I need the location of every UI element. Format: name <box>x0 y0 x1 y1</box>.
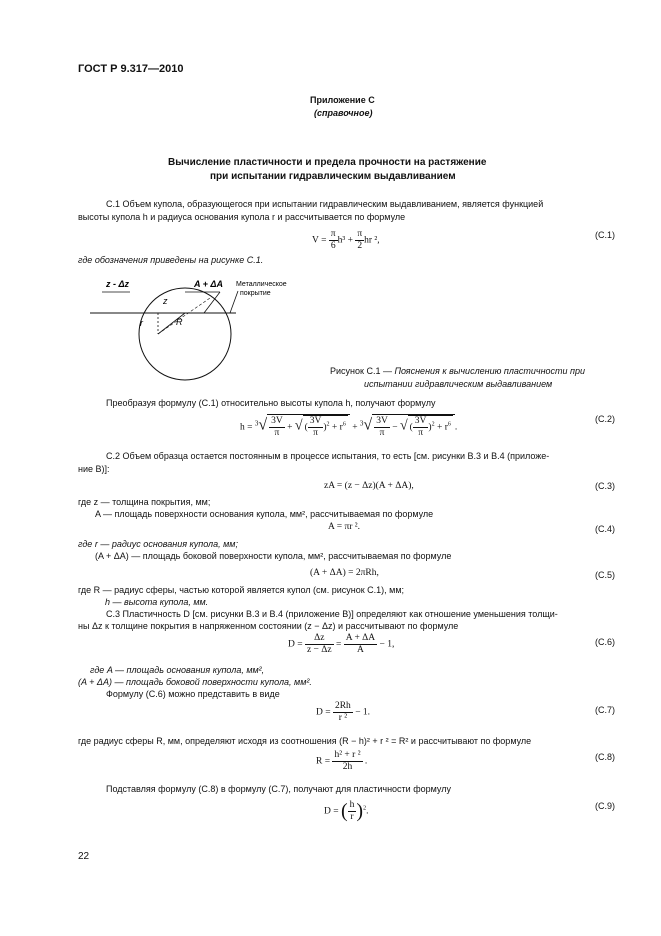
where-z: где z — толщина покрытия, мм; <box>78 497 211 507</box>
section-title-2: при испытании гидравлическим выдавливанием <box>210 171 456 182</box>
where-r: где r — радиус основания купола, мм; <box>78 539 238 549</box>
where-AdA2: (A + ΔA) — площадь боковой поверхности купола, мм². <box>78 677 312 687</box>
figure-reference: где обозначения приведены на рисунке С.1. <box>78 255 264 265</box>
equation-number-c8: (С.8) <box>595 752 615 762</box>
section-title-1: Вычисление пластичности и предела прочности на растяжение <box>168 157 487 168</box>
equation-number-c7: (С.7) <box>595 705 615 715</box>
paragraph-c3-line2: ны Δz к толщине покрытия в напряженном состоянии (z − Δz) и рассчитывают по формуле <box>78 621 459 631</box>
equation-number-c1: (С.1) <box>595 230 615 240</box>
equation-c1: V = $\frac{\pi}{6}$ h³ + $\frac{\pi}{2}$ hr ², <box>312 229 380 251</box>
equation-number-c4: (С.4) <box>595 524 615 534</box>
where-AdA: (A + ΔA) — площадь боковой поверхности купола, мм², рассчитываемая по формуле <box>95 551 452 561</box>
label-a-da: A + ΔA <box>194 279 223 289</box>
label-z: z <box>163 296 168 306</box>
where-h: h — высота купола, мм. <box>105 597 209 607</box>
appendix-note: (справочное) <box>314 108 373 118</box>
paragraph-c1-line1: С.1 Объем купола, образующегося при испытании гидравлическим выдавливанием, является функцией <box>106 199 544 209</box>
paragraph-transform: Преобразуя формулу (С.1) относительно высоты купола h, получают формулу <box>106 398 436 408</box>
figure-caption-line1: Рисунок С.1 — Пояснения к вычислению пластичности при <box>330 366 585 376</box>
where-R: где R — радиус сферы, частью которой является купол (см. рисунок С.1), мм; <box>78 585 405 595</box>
equation-number-c9: (С.9) <box>595 801 615 811</box>
paragraph-c1-line2: высоты купола h и радиуса основания купола r и рассчитывается по формуле <box>78 212 406 222</box>
figure-caption-line2: испытании гидравлическим выдавливанием <box>364 379 553 389</box>
where-A: A — площадь поверхности основания купола, мм², рассчитываемая по формуле <box>95 509 434 519</box>
equation-c9: D = ( $\frac{h}{r}$ )$^2$. <box>324 800 369 822</box>
equation-c7: D = $\frac{2Rh}{\text{r ²}}$ − 1. <box>316 701 371 723</box>
equation-c5: (A + ΔA) = 2πRh, <box>310 568 379 578</box>
where-A2: где A — площадь основания купола, мм², <box>90 665 265 675</box>
equation-c2: h = $^3$√ $\frac{3V}{\pi}$ + √ ( $\frac{3V}{\pi}$ )$^2 + r^6 + ^3√$ $\frac{3V}{\pi}$ − √ ( $\frac{3V}{\pi}$ )$^2 + r^6$ . <box>240 416 458 438</box>
page-number: 22 <box>78 851 90 862</box>
figure-c1 <box>90 273 320 383</box>
paragraph-c2-line2: ние В)]: <box>78 464 110 474</box>
paragraph-c6: Формулу (С.6) можно представить в виде <box>106 689 280 699</box>
equation-c8: R = $\frac{\text{h² + r ²}}{2h}$ . <box>316 750 368 772</box>
paragraph-radius: где радиус сферы R, мм, определяют исходя из соотношения (R − h)² + r ² = R² и рассчитывают по формуле <box>78 736 532 746</box>
label-r: r <box>140 318 143 328</box>
label-coating-1: Металлическое <box>236 281 287 288</box>
equation-number-c5: (С.5) <box>595 570 615 580</box>
equation-number-c6: (С.6) <box>595 637 615 647</box>
standard-header: ГОСТ Р 9.317—2010 <box>78 63 184 75</box>
paragraph-c2-line1: С.2 Объем образца остается постоянным в процессе испытания, то есть [см. рисунки В.3 и В.4 (приложе- <box>106 451 550 461</box>
equation-c6: D = $\frac{\Delta z}{z - \Delta z}$ = $\frac{A + \Delta A}{A}$ − 1, <box>288 633 395 655</box>
appendix-title: Приложение С <box>310 95 375 105</box>
label-z-dz: z - Δz <box>106 279 130 289</box>
equation-number-c3: (С.3) <box>595 481 615 491</box>
equation-c4: A = πr ². <box>328 522 361 532</box>
equation-number-c2: (С.2) <box>595 414 615 424</box>
label-coating-2: покрытие <box>240 290 271 297</box>
paragraph-substitute: Подставляя формулу (С.8) в формулу (С.7), получают для пластичности формулу <box>106 784 451 794</box>
label-R: R <box>176 317 183 327</box>
paragraph-c3-line1: С.3 Пластичность D [см. рисунки В.3 и В.4 (приложение В)] определяют как отношение уменьшения толщи- <box>106 609 558 619</box>
equation-c3: zA = (z − Δz)(A + ΔA), <box>324 481 414 491</box>
